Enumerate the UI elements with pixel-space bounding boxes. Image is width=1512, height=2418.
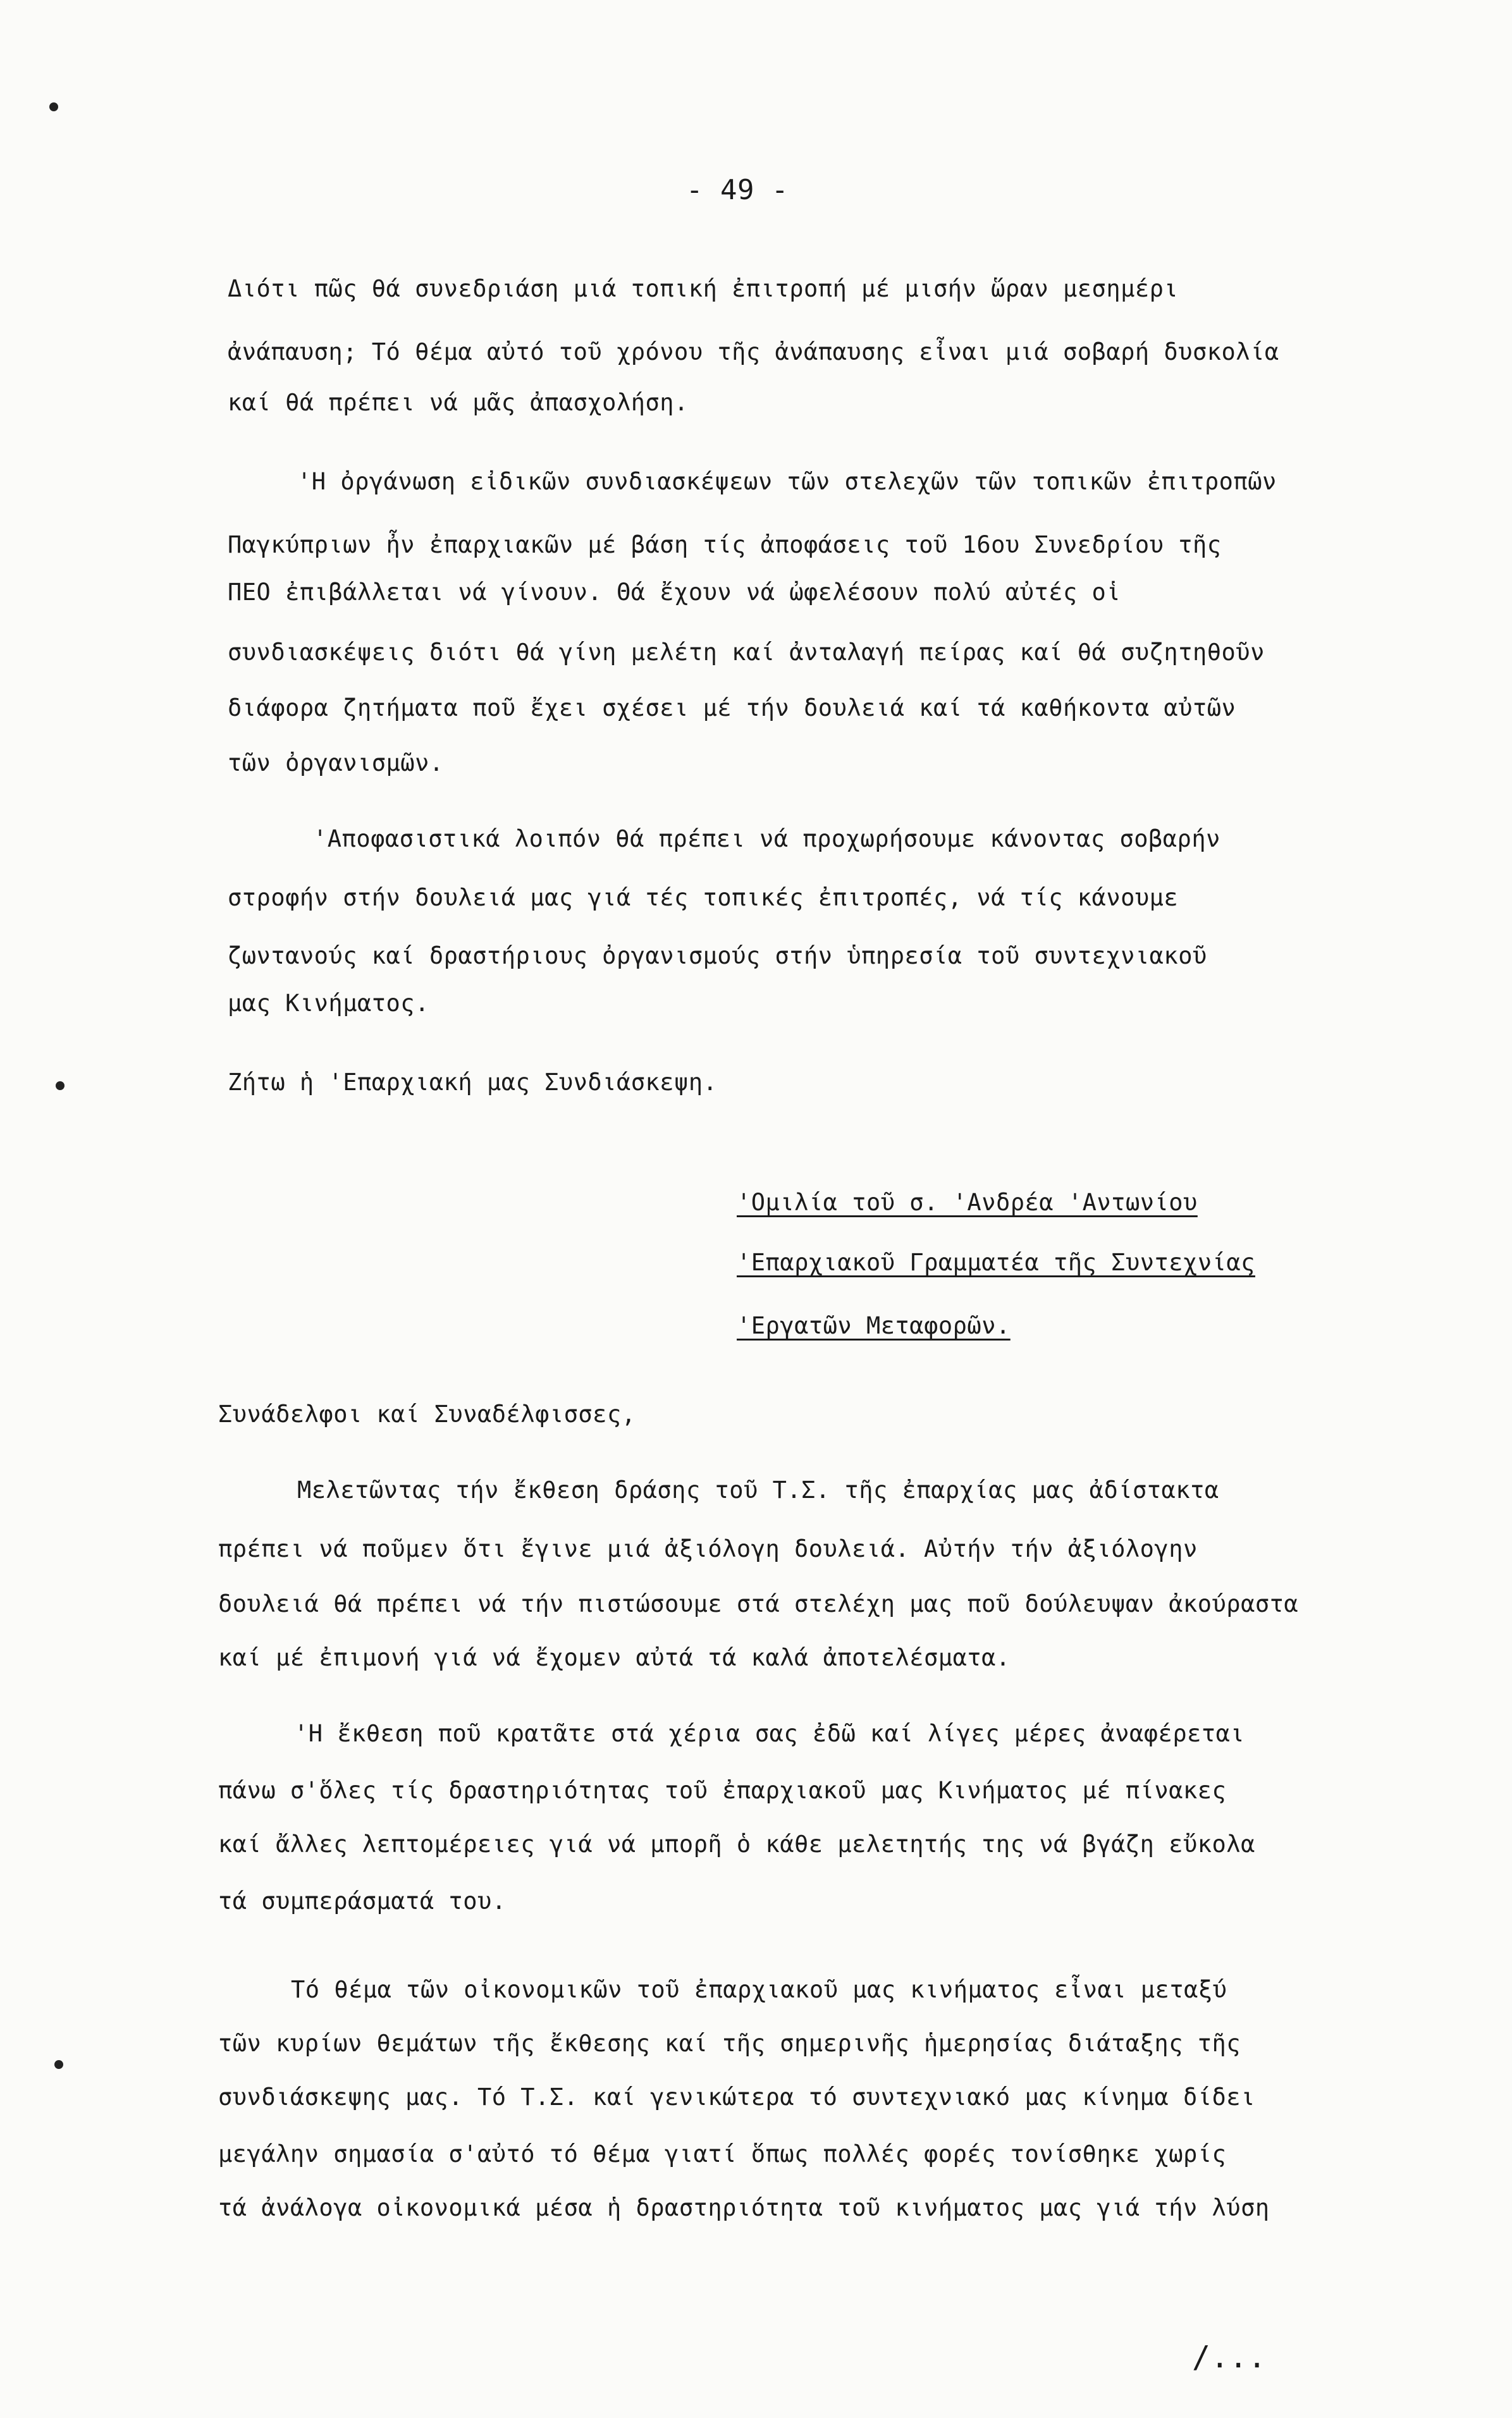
text-line: στροφήν στήν δουλειά μας γιά τές τοπικές ἐπιτροπές, νά τίς κάνουμε [228,884,1179,911]
margin-punch-hole [54,2060,63,2069]
text-line: ΠΕΟ ἐπιβάλλεται νά γίνουν. Θά ἔχουν νά ὠφελέσουν πολύ αὐτές οἱ [228,579,1121,606]
text-line: Διότι πῶς θά συνεδριάση μιά τοπική ἐπιτροπή μέ μισήν ὥραν μεσημέρι [228,275,1179,302]
text-line: συνδιάσκεψης μας. Τό Τ.Σ. καί γενικώτερα τό συντεχνιακό μας κίνημα δίδει [218,2084,1255,2111]
text-line: 'Η ὀργάνωση εἰδικῶν συνδιασκέψεων τῶν στελεχῶν τῶν τοπικῶν ἐπιτροπῶν [297,468,1277,495]
text-line: καί μέ ἐπιμονή γιά νά ἔχομεν αὐτά τά καλά ἀποτελέσματα. [218,1644,1011,1671]
text-line: μεγάλην σημασία σ'αὐτό τό θέμα γιατί ὅπως πολλές φορές τονίσθηκε χωρίς [218,2140,1227,2168]
margin-punch-hole [56,1081,65,1090]
text-line: διάφορα ζητήματα ποῦ ἔχει σχέσει μέ τήν δουλειά καί τά καθήκοντα αὐτῶν [228,694,1236,721]
text-line: ἀνάπαυση; Τό θέμα αὐτό τοῦ χρόνου τῆς ἀνάπαυσης εἶναι μιά σοβαρή δυσκολία [228,338,1279,365]
speech-header-line: 'Ομιλία τοῦ σ. 'Ανδρέα 'Αντωνίου [737,1189,1198,1216]
text-line: Τό θέμα τῶν οἰκονομικῶν τοῦ ἐπαρχιακοῦ μας κινήματος εἶναι μεταξύ [291,1976,1227,2003]
text-line: τά συμπεράσματά του. [218,1887,507,1915]
speech-header-line: 'Εργατῶν Μεταφορῶν. [737,1312,1011,1339]
continuation-mark: /... [1192,2340,1267,2375]
page-number: - 49 - [686,174,789,206]
text-line: τά ἀνάλογα οἰκονομικά μέσα ἡ δραστηριότητα τοῦ κινήματος μας γιά τήν λύση [218,2194,1270,2221]
text-line: Παγκύπριων ἦν ἐπαρχιακῶν μέ βάση τίς ἀποφάσεις τοῦ 16ου Συνεδρίου τῆς [228,531,1222,558]
text-line: πρέπει νά ποῦμεν ὅτι ἔγινε μιά ἀξιόλογη δουλειά. Αὐτήν τήν ἀξιόλογην [218,1535,1198,1562]
text-line: τῶν κυρίων θεμάτων τῆς ἔκθεσης καί τῆς σημερινῆς ἡμερησίας διάταξης τῆς [218,2030,1241,2057]
text-line: 'Αποφασιστικά λοιπόν θά πρέπει νά προχωρήσουμε κάνοντας σοβαρήν [313,825,1220,852]
text-line: δουλειά θά πρέπει νά τήν πιστώσουμε στά στελέχη μας ποῦ δούλευψαν ἀκούραστα [218,1590,1299,1617]
text-line: καί ἄλλες λεπτομέρειες γιά νά μπορῆ ὁ κάθε μελετητής της νά βγάζη εὔκολα [218,1831,1255,1858]
text-line: συνδιασκέψεις διότι θά γίνη μελέτη καί ἀνταλαγή πείρας καί θά συζητηθοῦν [228,639,1265,666]
text-line: πάνω σ'ὅλες τίς δραστηριότητας τοῦ ἐπαρχιακοῦ μας Κινήματος μέ πίνακες [218,1777,1227,1804]
text-line: ζωντανούς καί δραστήριους ὀργανισμούς στήν ὑπηρεσία τοῦ συντεχνιακοῦ [228,942,1207,969]
speech-header-line: 'Επαρχιακοῦ Γραμματέα τῆς Συντεχνίας [737,1249,1255,1276]
text-line: καί θά πρέπει νά μᾶς ἀπασχολήση. [228,389,689,416]
text-line: τῶν ὀργανισμῶν. [228,749,444,776]
greeting: Συνάδελφοι καί Συναδέλφισσες, [218,1401,636,1428]
margin-punch-hole [49,102,58,111]
text-line: Ζήτω ἡ 'Επαρχιακή μας Συνδιάσκεψη. [228,1069,718,1096]
text-line: 'Η ἔκθεση ποῦ κρατᾶτε στά χέρια σας ἐδῶ καί λίγες μέρες ἀναφέρεται [294,1720,1245,1747]
text-line: Μελετῶντας τήν ἔκθεση δράσης τοῦ Τ.Σ. τῆς ἐπαρχίας μας ἀδίστακτα [297,1476,1219,1504]
text-line: μας Κινήματος. [228,990,429,1017]
